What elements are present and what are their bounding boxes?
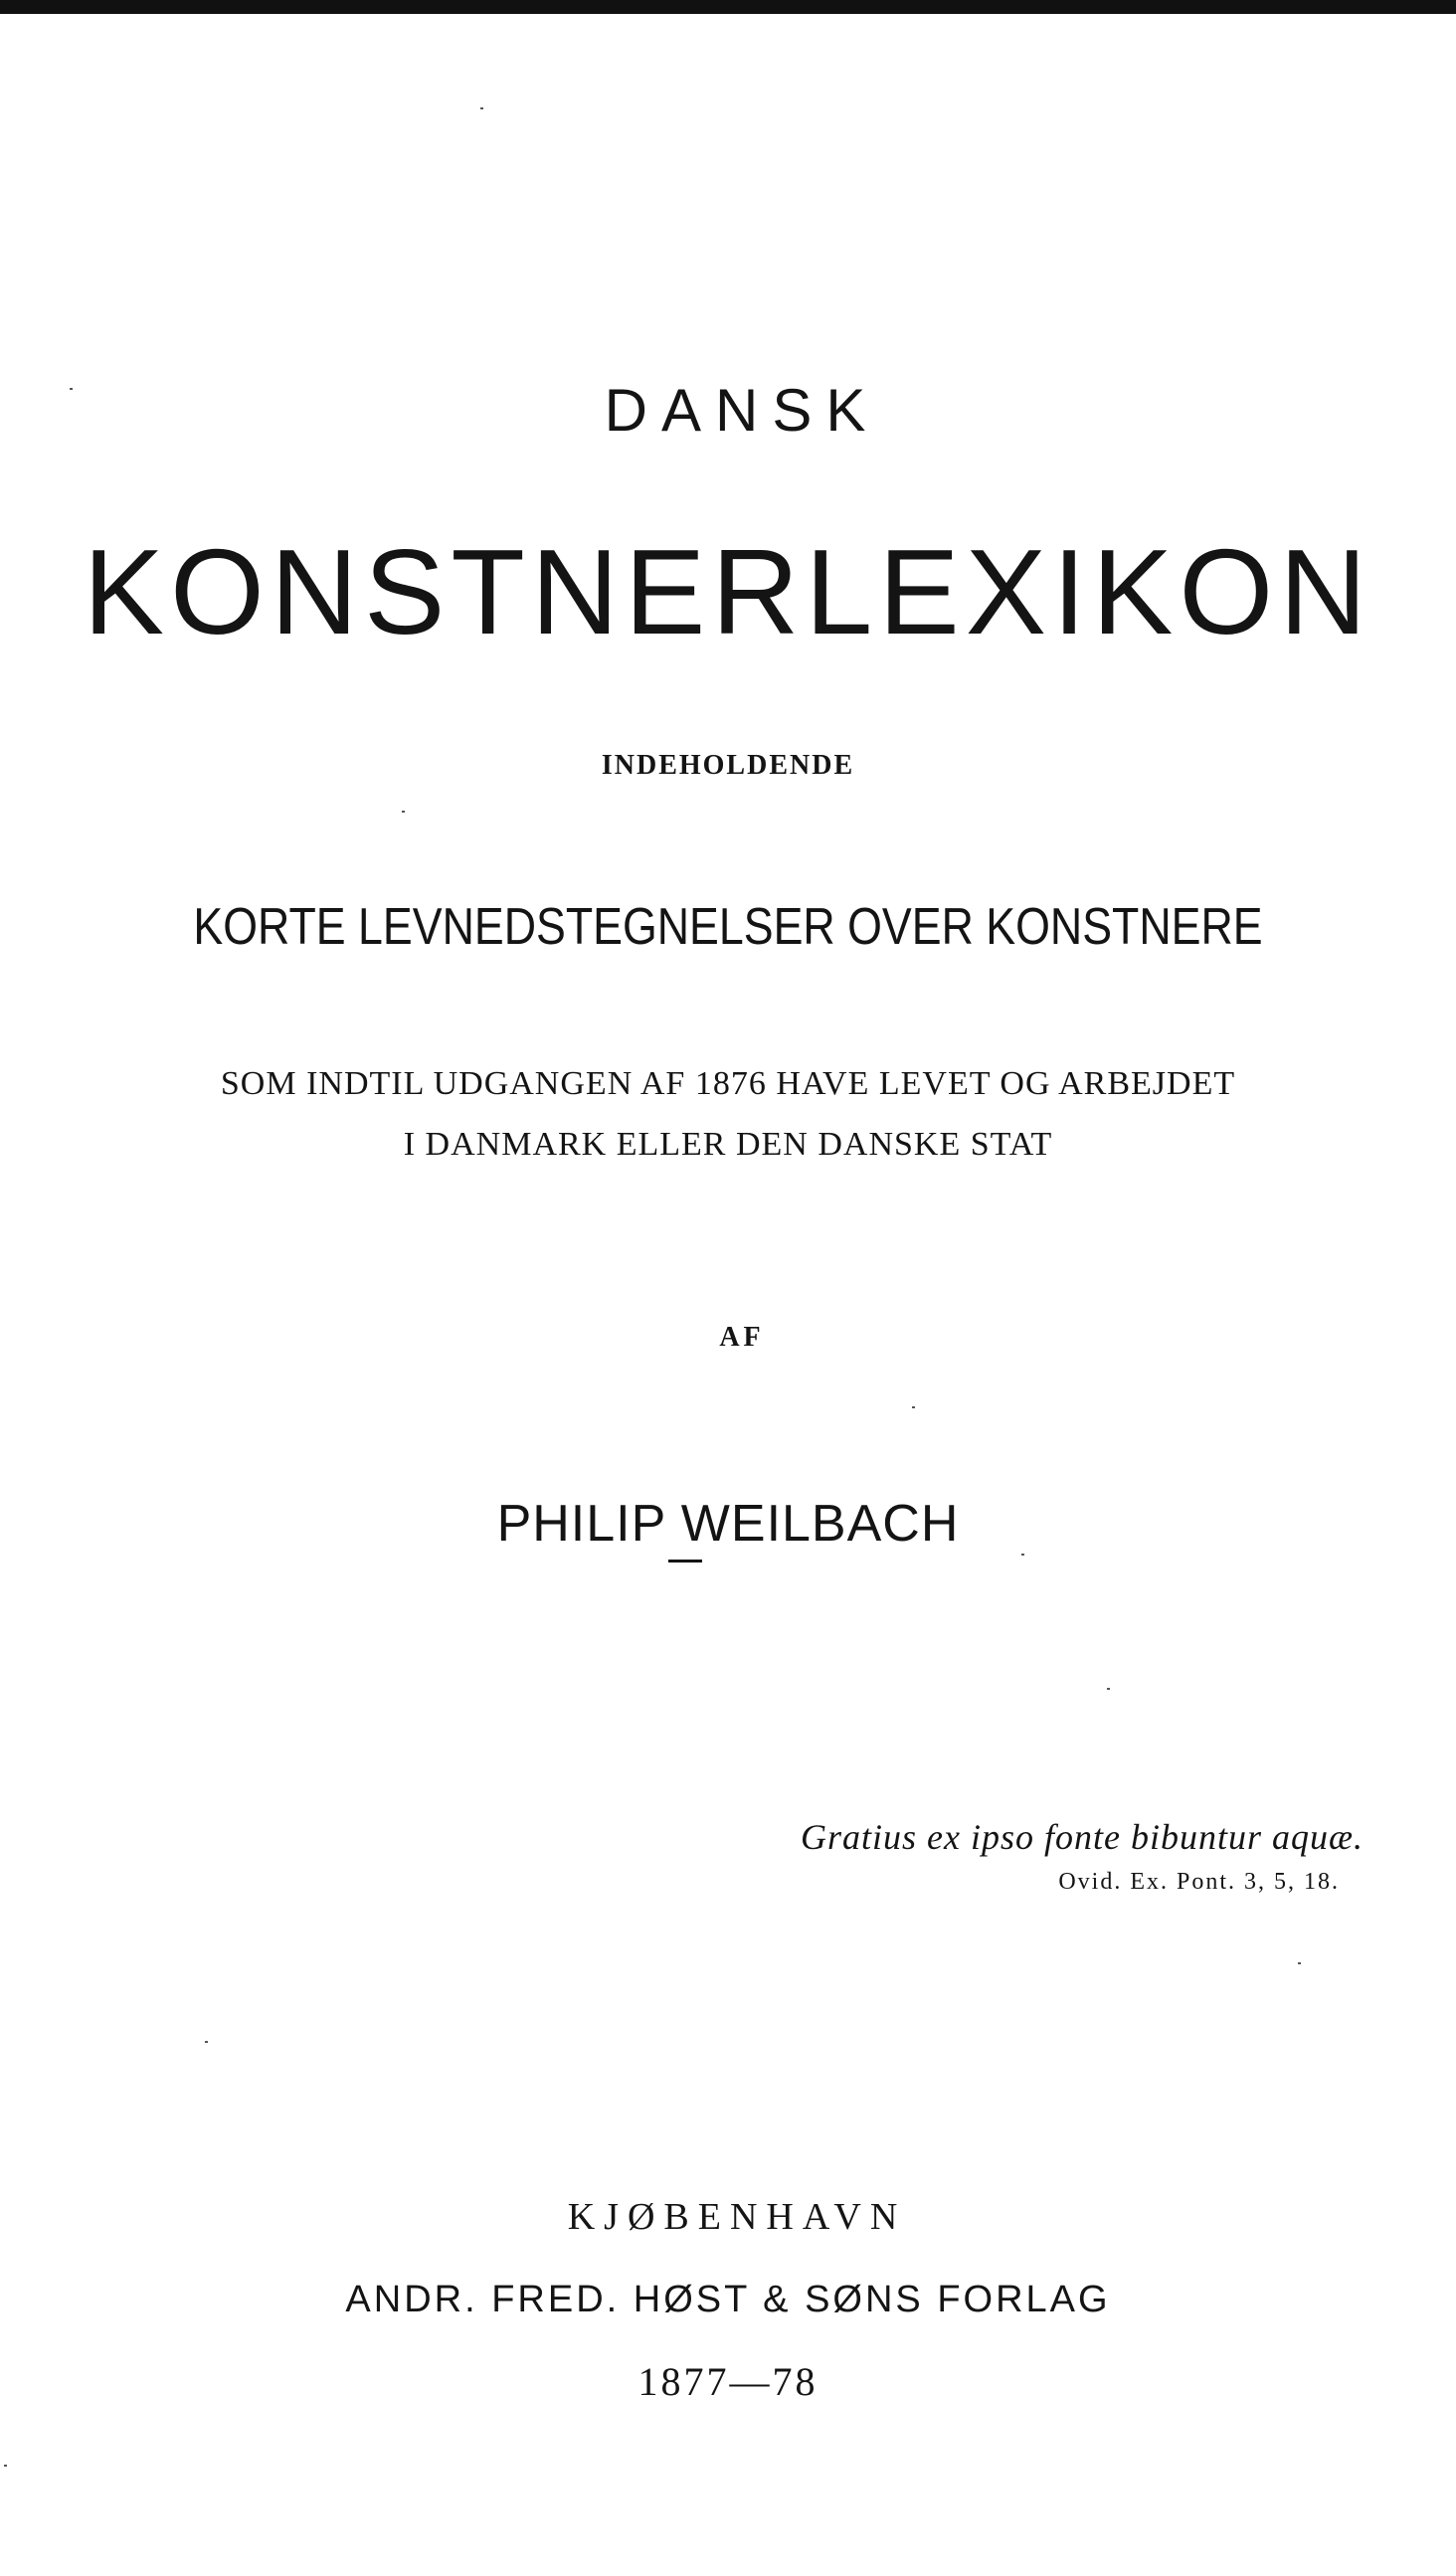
main-title: KONSTNERLEXIKON [83,524,1373,659]
scan-speck [70,388,73,390]
scan-speck [4,2465,7,2467]
author-underline [668,1560,702,1563]
description-line-2: I DANMARK ELLER DEN DANSKE STAT [403,1126,1053,1163]
scan-speck [1107,1688,1110,1690]
subtitle: KORTE LEVNEDSTEGNELSER OVER KONSTNERE [193,898,1263,956]
scan-speck [912,1406,915,1408]
scan-speck [402,811,405,813]
scan-top-border [0,0,1456,14]
scan-speck [480,107,483,109]
indeholdende-label: INDEHOLDENDE [601,750,855,781]
motto-citation: Ovid. Ex. Pont. 3, 5, 18. [1058,1869,1340,1895]
by-label: AF [719,1322,765,1353]
author-name: PHILIP WEILBACH [496,1495,960,1553]
scan-speck [205,2041,208,2043]
scan-speck [1021,1554,1024,1556]
publisher: ANDR. FRED. HØST & SØNS FORLAG [345,2279,1111,2320]
title-prefix: DANSK [604,377,880,444]
description-line-1: SOM INDTIL UDGANGEN AF 1876 HAVE LEVET OG ARBEJDET [220,1065,1236,1102]
scan-speck [1298,1962,1301,1964]
motto: Gratius ex ipso fonte bibuntur aquæ. [801,1817,1364,1857]
motto-block [801,1815,1364,1899]
publication-years: 1877—78 [637,2359,819,2404]
publication-place: KJØBENHAVN [567,2196,907,2238]
